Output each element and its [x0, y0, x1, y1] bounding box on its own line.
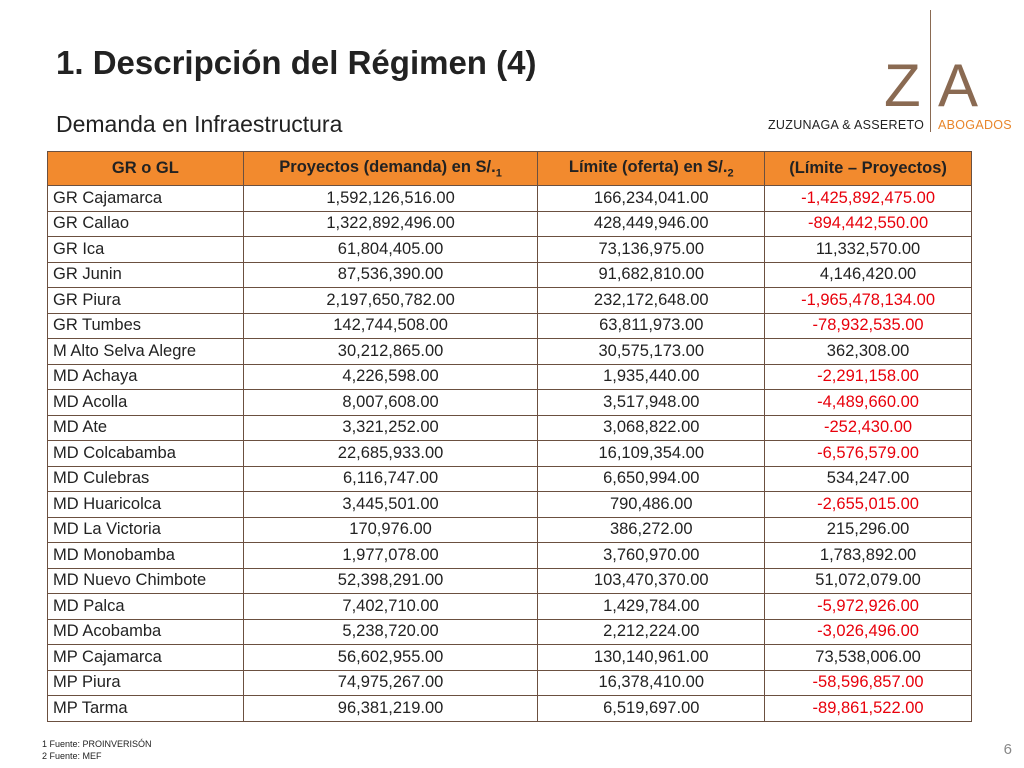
table-cell: 74,975,267.00 [243, 670, 538, 696]
table-cell: 1,977,078.00 [243, 543, 538, 569]
table-cell: 3,321,252.00 [243, 415, 538, 441]
slide-subtitle: Demanda en Infraestructura [56, 111, 343, 137]
table-cell: 4,226,598.00 [243, 364, 538, 390]
table-cell: 22,685,933.00 [243, 441, 538, 467]
table-cell: 96,381,219.00 [243, 696, 538, 722]
table-row [48, 364, 972, 390]
table-cell: -6,576,579.00 [765, 441, 972, 467]
table-cell: MD Culebras [48, 466, 244, 492]
table-cell: GR Callao [48, 211, 244, 237]
table-cell: 1,322,892,496.00 [243, 211, 538, 237]
column-header: (Límite – Proyectos) [765, 152, 972, 186]
table-cell: GR Junin [48, 262, 244, 288]
table-cell: 2,197,650,782.00 [243, 288, 538, 314]
table-cell: 30,212,865.00 [243, 339, 538, 365]
table-row [48, 237, 972, 263]
table-cell: 1,783,892.00 [765, 543, 972, 569]
table-cell: 6,519,697.00 [538, 696, 765, 722]
table-cell: MP Piura [48, 670, 244, 696]
slide-title: 1. Descripción del Régimen (4) [56, 44, 537, 81]
footnote-2: 2 Fuente: MEF [42, 751, 102, 761]
table-cell: 1,429,784.00 [538, 594, 765, 620]
table-row [48, 696, 972, 722]
table-cell: 3,068,822.00 [538, 415, 765, 441]
table-cell: 362,308.00 [765, 339, 972, 365]
logo-letter-z: Z [884, 52, 921, 119]
table-cell: -3,026,496.00 [765, 619, 972, 645]
table-row [48, 441, 972, 467]
table-row [48, 262, 972, 288]
table-row [48, 645, 972, 671]
table-cell: -89,861,522.00 [765, 696, 972, 722]
table-row [48, 543, 972, 569]
table-cell: MD Palca [48, 594, 244, 620]
table-cell: GR Cajamarca [48, 186, 244, 212]
table-cell: 11,332,570.00 [765, 237, 972, 263]
table-cell: -252,430.00 [765, 415, 972, 441]
table-cell: -5,972,926.00 [765, 594, 972, 620]
table-cell: 7,402,710.00 [243, 594, 538, 620]
table-cell: MD Achaya [48, 364, 244, 390]
table-row [48, 619, 972, 645]
table-cell: MD Monobamba [48, 543, 244, 569]
footnote-1: 1 Fuente: PROINVERISÓN [42, 739, 152, 749]
table-cell: 103,470,370.00 [538, 568, 765, 594]
table-cell: 232,172,648.00 [538, 288, 765, 314]
infrastructure-demand-table [47, 151, 972, 722]
logo-letter-a: A [938, 52, 979, 119]
table-cell: GR Ica [48, 237, 244, 263]
table-body [48, 186, 972, 722]
table-cell: -1,965,478,134.00 [765, 288, 972, 314]
table-cell: 8,007,608.00 [243, 390, 538, 416]
table-cell: 5,238,720.00 [243, 619, 538, 645]
table-row [48, 670, 972, 696]
table-cell: 91,682,810.00 [538, 262, 765, 288]
table-cell: 3,445,501.00 [243, 492, 538, 518]
table-cell: MD Nuevo Chimbote [48, 568, 244, 594]
column-header: GR o GL [48, 152, 244, 186]
table-cell: -1,425,892,475.00 [765, 186, 972, 212]
table-cell: 63,811,973.00 [538, 313, 765, 339]
table-row [48, 211, 972, 237]
table-row [48, 390, 972, 416]
table-cell: 87,536,390.00 [243, 262, 538, 288]
table-cell: 6,650,994.00 [538, 466, 765, 492]
table-cell: 142,744,508.00 [243, 313, 538, 339]
firm-logo [768, 10, 1018, 135]
table-cell: GR Piura [48, 288, 244, 314]
table-cell: 130,140,961.00 [538, 645, 765, 671]
table-cell: 2,212,224.00 [538, 619, 765, 645]
table-cell: MD Huaricolca [48, 492, 244, 518]
table-cell: MD Colcabamba [48, 441, 244, 467]
table-cell: 428,449,946.00 [538, 211, 765, 237]
table-row [48, 339, 972, 365]
table-cell: 1,592,126,516.00 [243, 186, 538, 212]
table-row [48, 313, 972, 339]
table-cell: MD Acobamba [48, 619, 244, 645]
table-row [48, 492, 972, 518]
table-cell: 51,072,079.00 [765, 568, 972, 594]
table-row [48, 517, 972, 543]
table-cell: 56,602,955.00 [243, 645, 538, 671]
table-header-row [48, 152, 972, 186]
table-cell: 534,247.00 [765, 466, 972, 492]
table-cell: 790,486.00 [538, 492, 765, 518]
table-cell: 61,804,405.00 [243, 237, 538, 263]
column-header: Proyectos (demanda) en $S/._1$ [243, 152, 538, 186]
logo-firm-name: ZUZUNAGA & ASSERETO [768, 118, 925, 132]
table-cell: 215,296.00 [765, 517, 972, 543]
table-row [48, 186, 972, 212]
table-cell: MP Cajamarca [48, 645, 244, 671]
table-cell: 170,976.00 [243, 517, 538, 543]
table-cell: GR Tumbes [48, 313, 244, 339]
table-cell: MD Ate [48, 415, 244, 441]
table-cell: 6,116,747.00 [243, 466, 538, 492]
table-cell: 4,146,420.00 [765, 262, 972, 288]
table-cell: M Alto Selva Alegre [48, 339, 244, 365]
column-header: Límite (oferta) en $S/._2$ [538, 152, 765, 186]
logo-firm-suffix: ABOGADOS [938, 118, 1012, 132]
table-cell: 1,935,440.00 [538, 364, 765, 390]
table-cell: -2,655,015.00 [765, 492, 972, 518]
table-cell: MD Acolla [48, 390, 244, 416]
table-cell: 16,109,354.00 [538, 441, 765, 467]
table-cell: 30,575,173.00 [538, 339, 765, 365]
table-cell: MD La Victoria [48, 517, 244, 543]
table-row [48, 466, 972, 492]
table-cell: -894,442,550.00 [765, 211, 972, 237]
table-cell: 386,272.00 [538, 517, 765, 543]
table-cell: -78,932,535.00 [765, 313, 972, 339]
table-cell: 73,136,975.00 [538, 237, 765, 263]
logo-divider [930, 10, 931, 132]
table-cell: 166,234,041.00 [538, 186, 765, 212]
table-cell: 16,378,410.00 [538, 670, 765, 696]
table-cell: 3,760,970.00 [538, 543, 765, 569]
table-cell: -2,291,158.00 [765, 364, 972, 390]
table-cell: -4,489,660.00 [765, 390, 972, 416]
table-cell: -58,596,857.00 [765, 670, 972, 696]
table-cell: MP Tarma [48, 696, 244, 722]
table-cell: 3,517,948.00 [538, 390, 765, 416]
table-row [48, 288, 972, 314]
table-row [48, 594, 972, 620]
table-cell: 52,398,291.00 [243, 568, 538, 594]
page-number: 6 [1003, 741, 1012, 758]
table-row [48, 415, 972, 441]
table-row [48, 568, 972, 594]
table-cell: 73,538,006.00 [765, 645, 972, 671]
